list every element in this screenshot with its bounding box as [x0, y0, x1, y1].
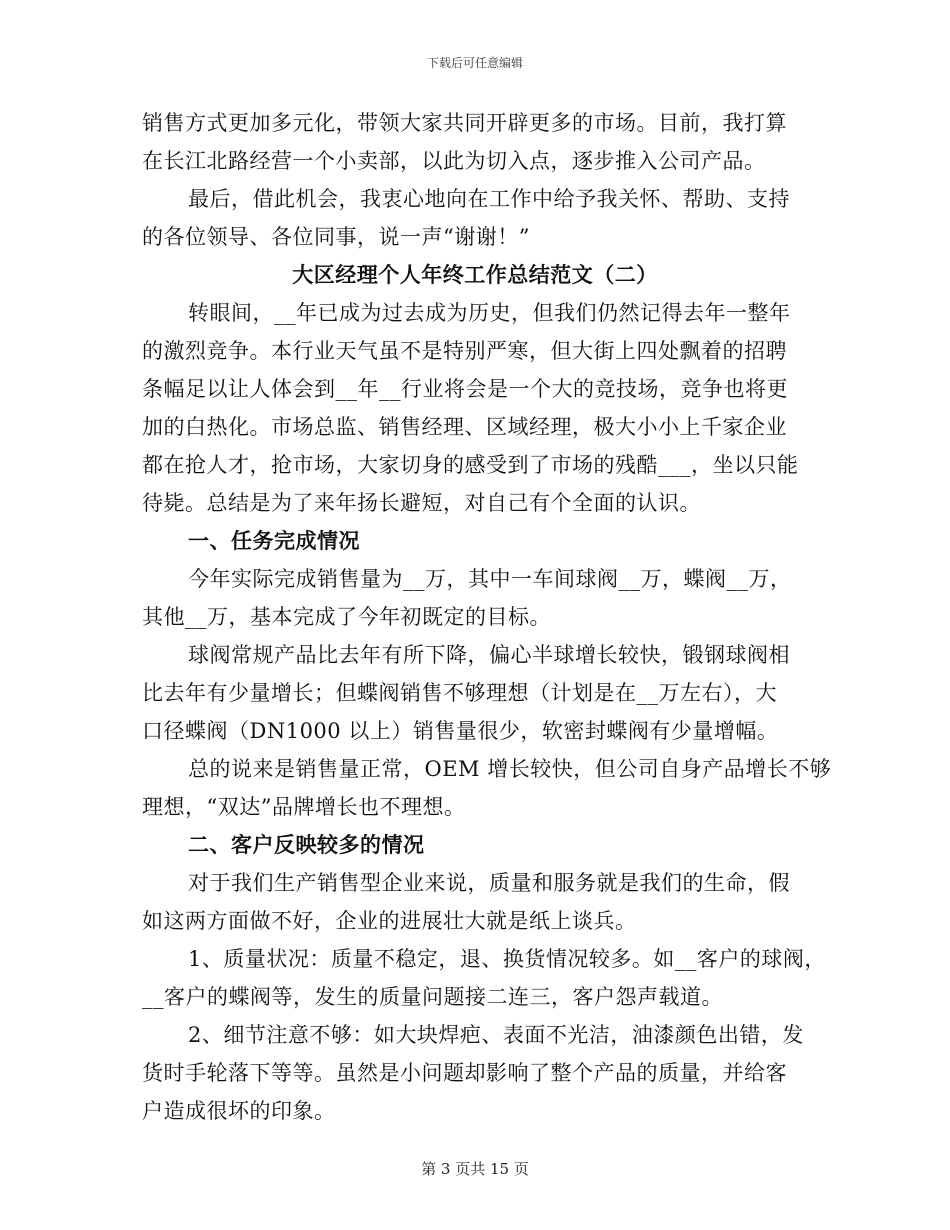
- body-line: 1、质量状况：质量不稳定，退、换货情况较多。如__客户的球阀，: [188, 947, 826, 971]
- body-line: 理想，“双达”品牌增长也不理想。: [142, 795, 466, 819]
- body-line: 比去年有少量增长；但蝶阀销售不够理想（计划是在__万左右），大: [142, 681, 777, 705]
- body-line: 待毙。总结是为了来年扬长避短，对自己有个全面的认识。: [142, 491, 701, 515]
- body-line: 的各位领导、各位同事，说一声“谢谢！”: [142, 225, 530, 249]
- body-line: 总的说来是销售量正常，OEM 增长较快，但公司自身产品增长不够: [188, 757, 832, 781]
- body-line: 在长江北路经营一个小卖部，以此为切入点，逐步推入公司产品。: [142, 149, 766, 173]
- body-line: 户造成很坏的印象。: [142, 1099, 336, 1123]
- body-line: 货时手轮落下等等。虽然是小问题却影响了整个产品的质量，并给客: [142, 1061, 787, 1085]
- body-line: 都在抢人才，抢市场，大家切身的感受到了市场的残酷___，坐以只能: [142, 453, 799, 477]
- page-header: 下载后可任意编辑: [426, 56, 523, 70]
- body-line: 加的白热化。市场总监、销售经理、区域经理，极大小小上千家企业: [142, 415, 787, 439]
- body-line: 如这两方面做不好，企业的进展壮大就是纸上谈兵。: [142, 909, 637, 933]
- section-title: 大区经理个人年终工作总结范文（二）: [292, 262, 658, 287]
- body-line: 球阀常规产品比去年有所下降，偏心半球增长较快，锻钢球阀相: [188, 643, 790, 667]
- page-footer: 第 3 页共 15 页: [421, 1160, 529, 1178]
- body-line: __客户的蝶阀等，发生的质量问题接二连三，客户怨声载道。: [142, 985, 723, 1009]
- body-line: 条幅足以让人体会到__年__行业将会是一个大的竞技场，竞争也将更: [142, 377, 788, 401]
- body-line: 的激烈竞争。本行业天气虽不是特别严寒，但大街上四处飘着的招聘: [142, 339, 787, 363]
- body-line: 最后，借此机会，我衷心地向在工作中给予我关怀、帮助、支持: [188, 187, 790, 211]
- body-line: 其他__万，基本完成了今年初既定的目标。: [142, 605, 551, 629]
- section-heading: 二、客户反映较多的情况: [188, 832, 425, 857]
- body-line: 口径蝶阀（DN1000 以上）销售量很少，软密封蝶阀有少量增幅。: [142, 719, 779, 743]
- body-line: 2、细节注意不够：如大块焊疤、表面不光洁，油漆颜色出错，发: [188, 1023, 804, 1047]
- body-line: 销售方式更加多元化，带领大家共同开辟更多的市场。目前，我打算: [142, 111, 787, 135]
- body-line: 对于我们生产销售型企业来说，质量和服务就是我们的生命，假: [188, 871, 790, 895]
- section-heading: 一、任务完成情况: [188, 528, 360, 553]
- body-line: 今年实际完成销售量为__万，其中一车间球阀__万，蝶阀__万，: [188, 567, 792, 591]
- body-line: 转眼间，__年已成为过去成为历史，但我们仍然记得去年一整年: [188, 301, 791, 325]
